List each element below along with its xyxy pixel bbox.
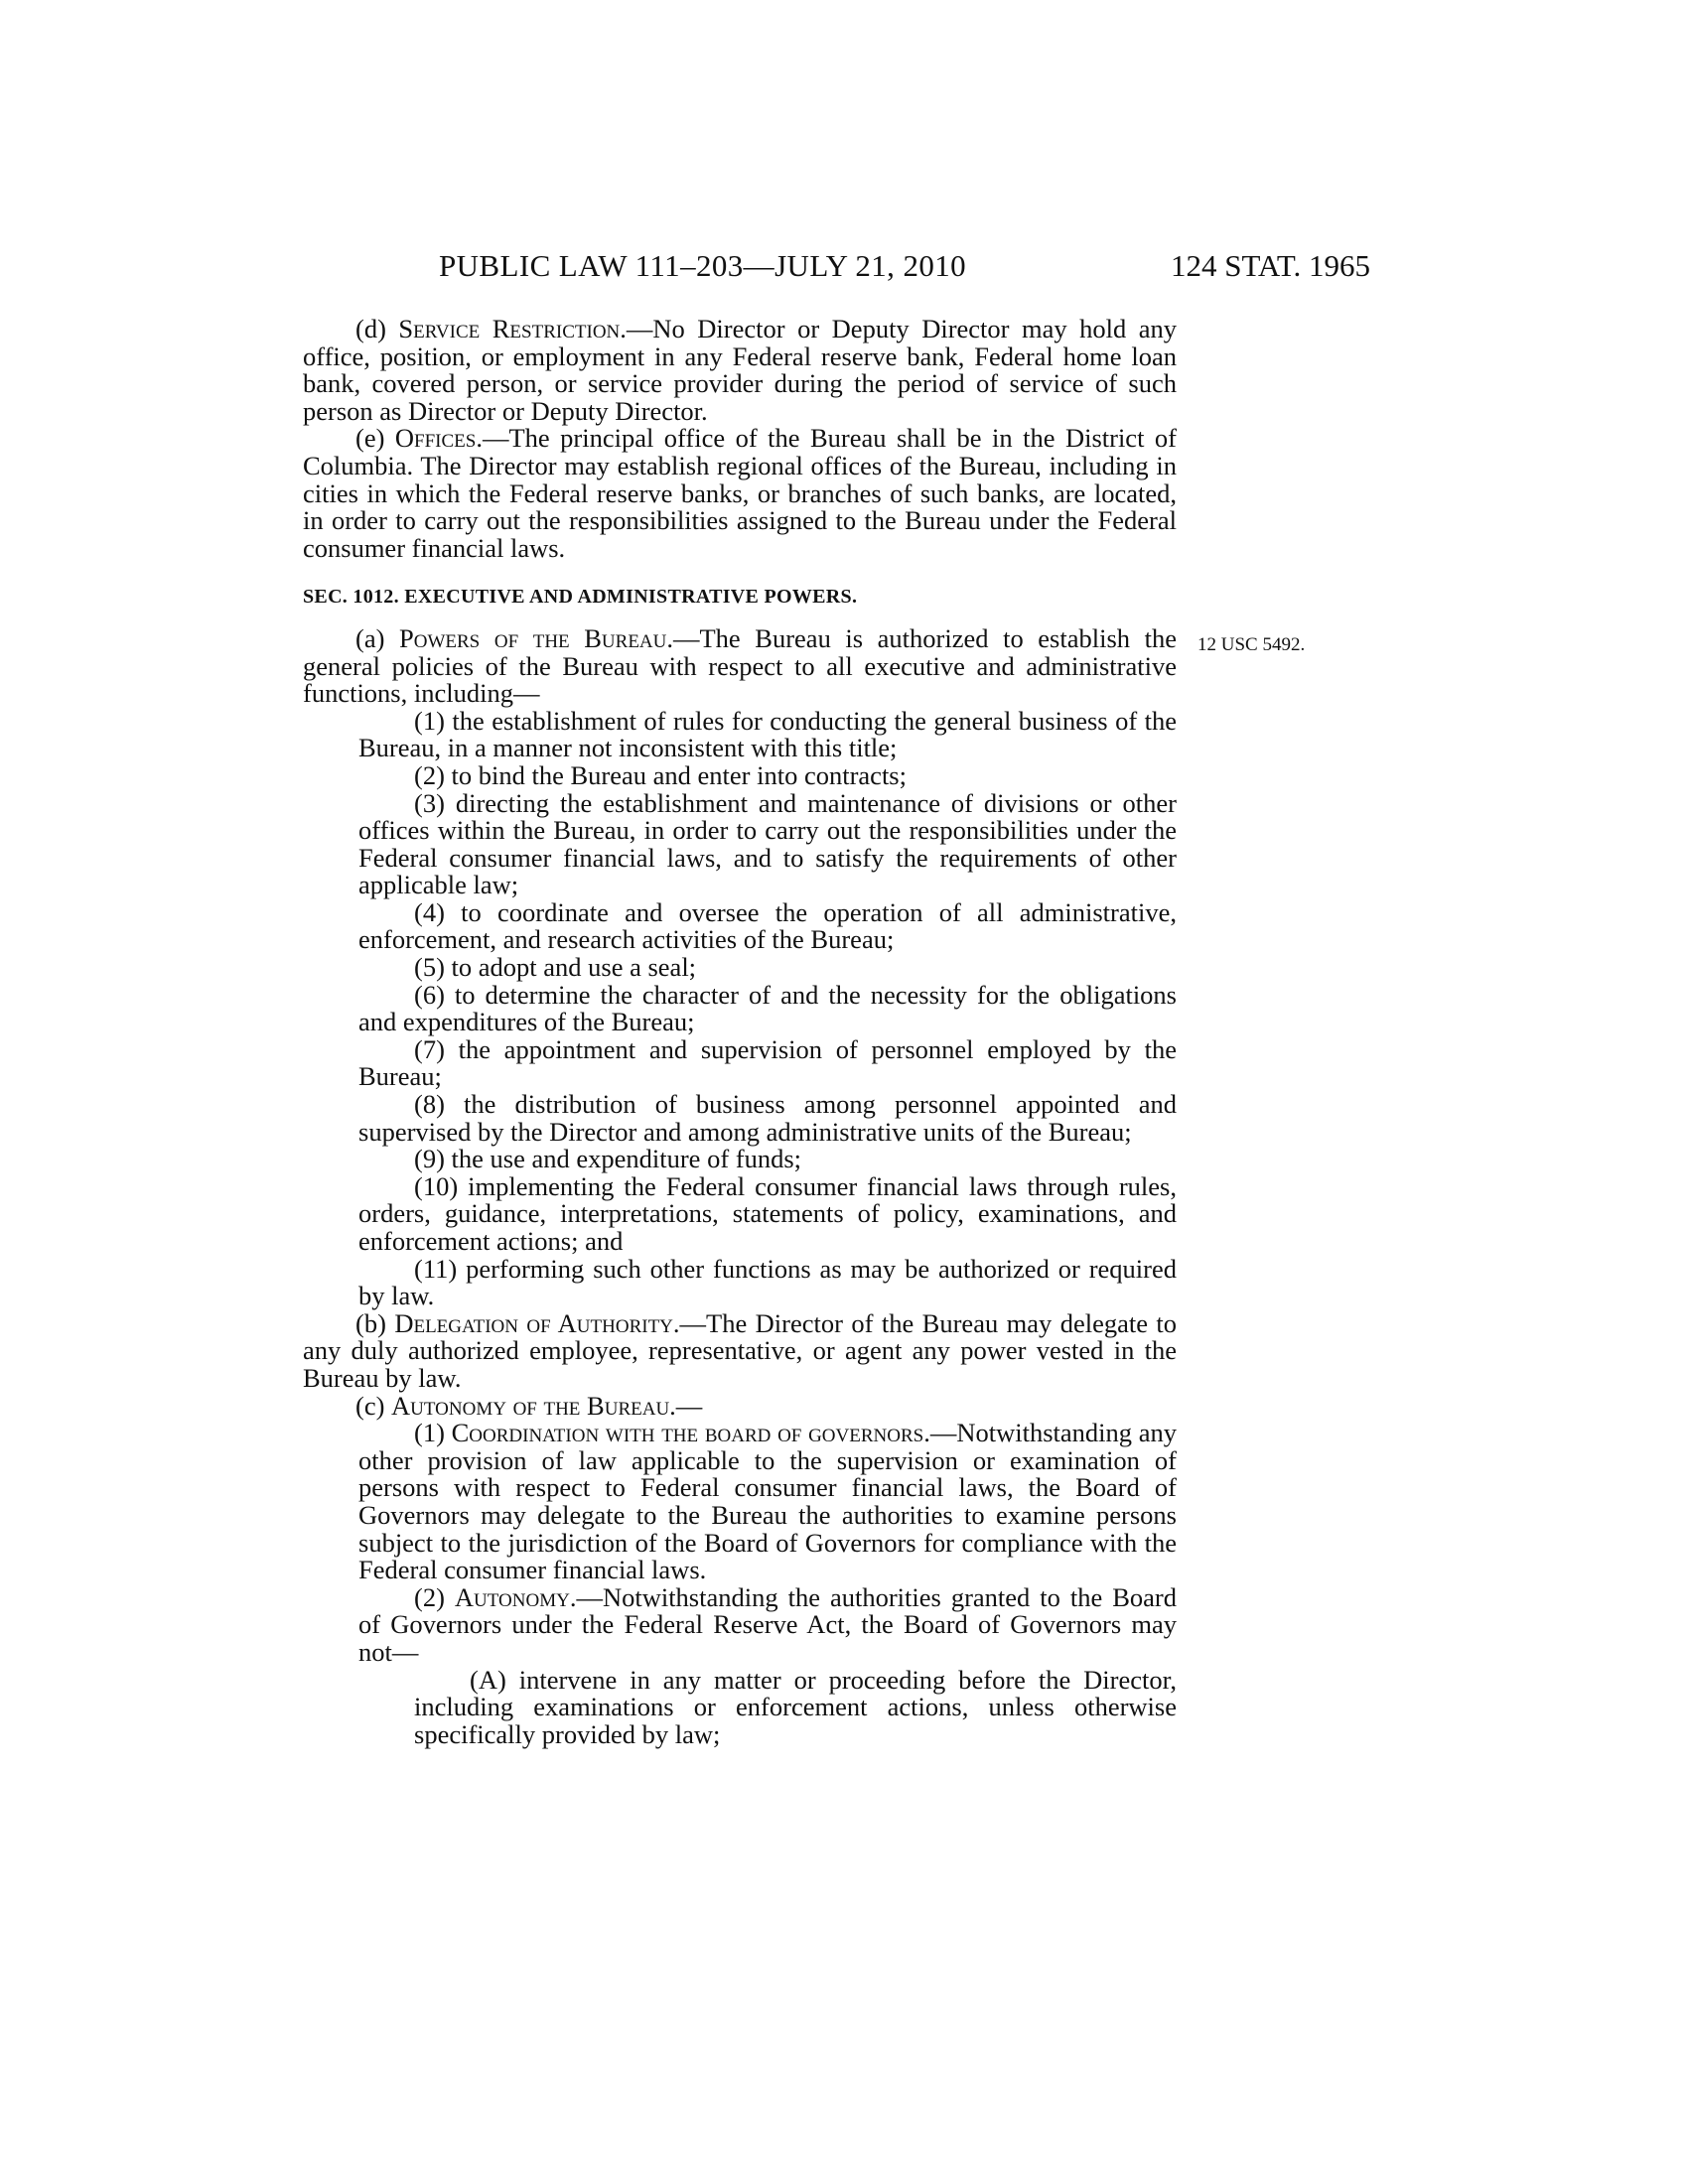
paragraph-heading: Autonomy — [454, 1581, 570, 1612]
subsection-heading: Delegation of Authority — [394, 1307, 673, 1338]
subsection-d: (d) Service Restriction.—No Director or Deputy Director may hold any office, position, or employment in any Federal reserve bank, Federal home loan bank, covered person, or service provider during the period of service of such person as Director or Deputy Director. — [303, 314, 1178, 426]
paragraph-heading: Coordination with the board of governors — [451, 1418, 924, 1448]
paragraph-3: (3) directing the establishment and maintenance of divisions or other offices within the Bureau, in order to carry out the responsibilities under the Federal consumer financial laws, and to satisfy the requirements of other applicable law; — [358, 787, 1177, 900]
subsection-heading: Powers of the Bureau — [399, 622, 667, 653]
subsection-a: (a) Powers of the Bureau.—The Bureau is authorized to establish the general policies of the Bureau with respect to all executive and administrative functions, including— — [303, 622, 1178, 709]
paragraph-c1: (1) Coordination with the board of governors.—Notwithstanding any other provision of law applicable to the supervision or examination of persons with respect to Federal consumer financial laws, the Board of Governors may delegate to the Bureau the authorities to examine persons subject to the jurisdiction of the Board of Governors for compliance with the Federal consumer financial laws. — [358, 1418, 1177, 1585]
paragraph-9: (9) the use and expenditure of funds; — [414, 1144, 802, 1174]
paragraph-1: (1) the establishment of rules for conducting the general business of the Bureau, in a manner not inconsistent with this title; — [358, 705, 1177, 763]
paragraph-11: (11) performing such other functions as may be authorized or required by law. — [358, 1253, 1177, 1311]
paragraph-4: (4) to coordinate and oversee the operation of all administrative, enforcement, and research activities of the Bureau; — [358, 896, 1177, 955]
paragraph-c2: (2) Autonomy.—Notwithstanding the authorities granted to the Board of Governors under the Federal Reserve Act, the Board of Governors may not— — [358, 1581, 1178, 1667]
subsection-b: (b) Delegation of Authority.—The Director of the Bureau may delegate to any duly authorized employee, representative, or agent any power vested in the Bureau by law. — [303, 1307, 1178, 1393]
paragraph-5: (5) to adopt and use a seal; — [414, 952, 697, 983]
subsection-heading: Offices — [394, 423, 477, 454]
margin-citation: 12 USC 5492. — [1197, 634, 1306, 655]
subsection-e: (e) Offices.—The principal office of the Bureau shall be in the District of Columbia. The Director may establish regional offices of the Bureau, including in cities in which the Federal reserve banks, or branches of such banks, are located, in order to carry out the responsibilities assigned to the Bureau under the Federal consumer financial laws. — [303, 423, 1177, 563]
paragraph-8: (8) the distribution of business among personnel appointed and supervised by the Director and among administrative units of the Bureau; — [358, 1089, 1177, 1147]
statute-page-number: 124 STAT. 1965 — [1170, 248, 1370, 283]
paragraph-2: (2) to bind the Bureau and enter into contracts; — [414, 759, 907, 790]
subparagraph-A: (A) intervene in any matter or proceeding before the Director, including examinations or enforcement actions, unless otherwise specifically provided by law; — [414, 1664, 1177, 1749]
subsection-c: (c) Autonomy of the Bureau.— — [355, 1390, 703, 1421]
subsection-heading: Service Restriction — [398, 314, 621, 343]
paragraph-10: (10) implementing the Federal consumer financial laws through rules, orders, guidance, interpretations, statements of policy, examinations, and enforcement actions; and — [358, 1170, 1177, 1256]
section-heading: SEC. 1012. EXECUTIVE AND ADMINISTRATIVE POWERS. — [303, 586, 858, 609]
running-head-title: PUBLIC LAW 111–203—JULY 21, 2010 — [439, 248, 967, 283]
paragraph-6: (6) to determine the character of and the necessity for the obligations and expenditures of the Bureau; — [358, 979, 1177, 1037]
subsection-heading: Autonomy of the Bureau — [391, 1390, 670, 1421]
running-header — [298, 248, 1370, 288]
paragraph-7: (7) the appointment and supervision of personnel employed by the Bureau; — [358, 1033, 1177, 1092]
document-body — [303, 316, 1177, 1748]
